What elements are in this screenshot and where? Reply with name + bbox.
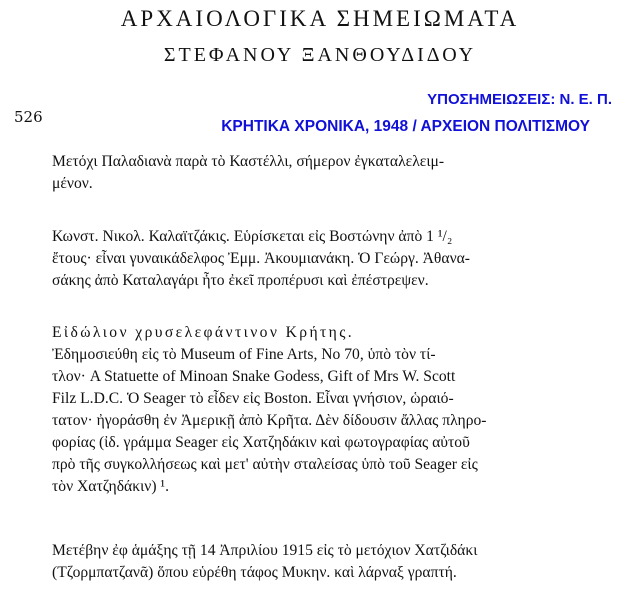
text-line: ἔτους· εἶναι γυναικάδελφος Ἐμμ. Ἀκουμιανάκη. Ὁ Γεώργ. Ἀθανα- bbox=[52, 250, 470, 267]
source-note: ΚΡΗΤΙΚΑ ΧΡΟΝΙΚΑ, 1948 / ΑΡΧΕΙΟΝ ΠΟΛΙΤΙΣΜΟΥ bbox=[221, 118, 590, 135]
paragraph-metochi bbox=[52, 151, 620, 195]
text-line: σάκης ἀπὸ Καταλαγάρι ἦτο ἐκεῖ προπέρυσι καὶ ἐπέστρεψεν. bbox=[52, 272, 429, 289]
text-line: Κωνστ. Νικολ. Καλαϊτζάκις. Εὑρίσκεται εἰς Βοστώνην ἀπὸ 1 ¹/₂ bbox=[52, 228, 453, 245]
paragraph-journey bbox=[52, 540, 620, 584]
text-line: τατον· ἠγοράσθη ἐν Ἀμερικῇ ἀπὸ Κρῆτα. Δὲν δίδουσιν ἄλλας πληρο- bbox=[52, 412, 487, 429]
text-line: Μετέβην ἐφ ἁμάξης τῇ 14 Ἀπριλίου 1915 εἰς τὸ μετόχιον Χατζιδάκι bbox=[52, 542, 478, 559]
text-line: τλον· A Statuette of Minoan Snake Godess, Gift of Mrs W. Scott bbox=[52, 368, 456, 385]
paragraph-kalaitzakis bbox=[52, 226, 620, 292]
paragraph-figurine bbox=[52, 322, 620, 498]
section-heading: Εἰδώλιον χρυσελεφάντινον Κρήτης. bbox=[52, 324, 355, 341]
text-line: τὸν Χατζηδάκιν) ¹. bbox=[52, 478, 169, 495]
page-number: 526 bbox=[14, 108, 43, 126]
text-line: Filz L.D.C. Ὁ Seager τὸ εἶδεν εἰς Boston. Εἶναι γνήσιον, ὡραιό- bbox=[52, 390, 454, 407]
text-line: Ἐδημοσιεύθη εἰς τὸ Museum of Fine Arts, No 70, ὑπὸ τὸν τί- bbox=[52, 346, 436, 363]
text-line: (Τζορμπατζανᾶ) ὅπου εὑρέθη τάφος Μυκην. καὶ λάρναξ γραπτή. bbox=[52, 564, 457, 581]
text-line: φορίας (ἰδ. γράμμα Seager εἰς Χατζηδάκιν καὶ φωτογραφίας αὐτοῦ bbox=[52, 434, 470, 451]
text-line: πρὸ τῆς συγκολλήσεως καὶ μετ' αὐτὴν σταλείσας ὑπὸ τοῦ Seager εἰς bbox=[52, 456, 478, 473]
footnotes-credit: ΥΠΟΣΗΜΕΙΩΣΕΙΣ: Ν. Ε. Π. bbox=[427, 91, 612, 108]
author-name: ΣΤΕΦΑΝΟΥ ΞΑΝΘΟΥΔΙΔΟΥ bbox=[163, 44, 477, 66]
text-line: μένον. bbox=[52, 175, 93, 192]
book-title: ΑΡΧΑΙΟΛΟΓΙΚΑ ΣΗΜΕΙΩΜΑΤΑ bbox=[120, 6, 520, 31]
text-line: Μετόχι Παλαδιανὰ παρὰ τὸ Καστέλλι, σήμερον ἐγκαταλελειμ- bbox=[52, 153, 445, 170]
